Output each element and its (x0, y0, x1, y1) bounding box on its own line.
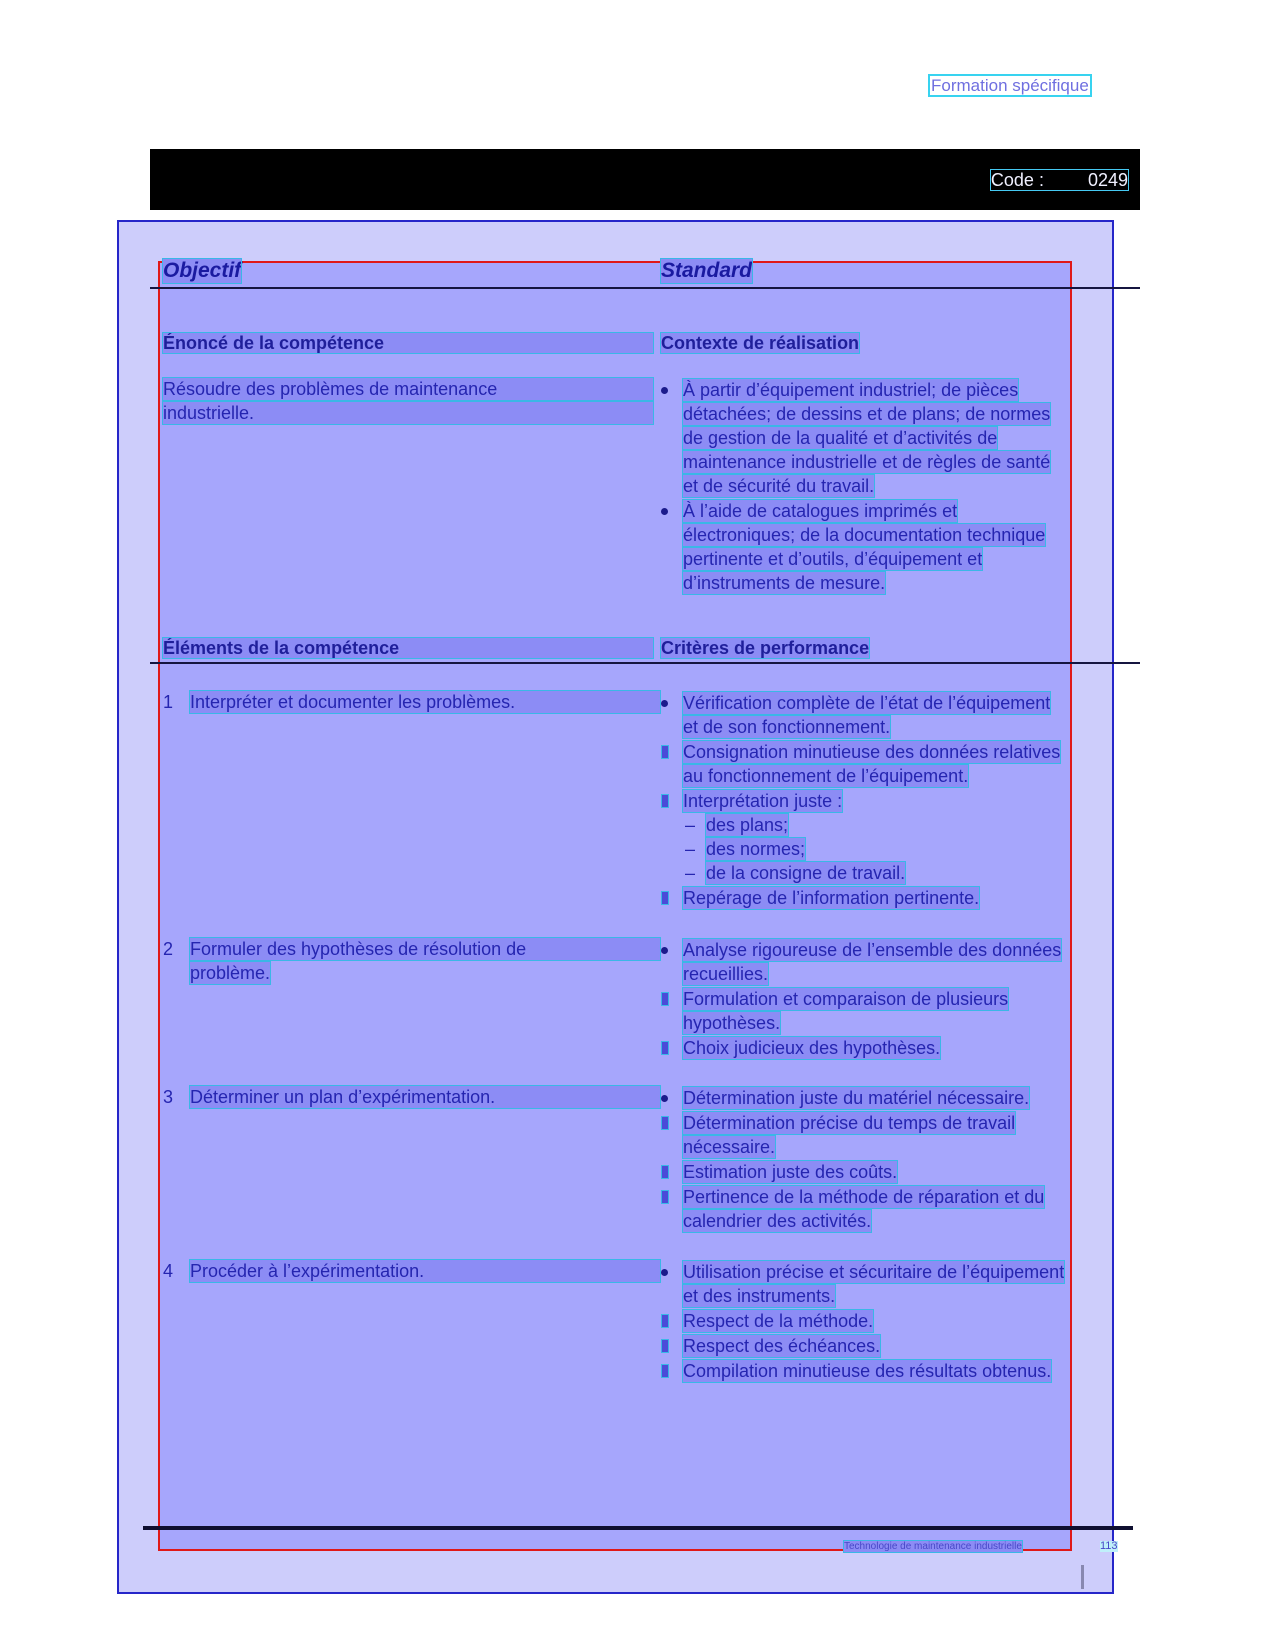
bullet-icon (662, 1191, 668, 1203)
bullet-icon (661, 947, 668, 954)
element-number: 3 (163, 1087, 174, 1107)
element-line: problème. (190, 963, 271, 983)
bullet-icon (661, 508, 668, 515)
criterion-line: Choix judicieux des hypothèses. (683, 1038, 941, 1058)
title-rule (150, 287, 1140, 289)
bullet-icon (661, 700, 668, 707)
bullet-icon (661, 387, 668, 394)
criterion-line: Respect des échéances. (683, 1336, 881, 1356)
bullet-icon (662, 993, 668, 1005)
criterion-line: Vérification complète de l’état de l’équipement (683, 693, 1051, 713)
criterion-line: Estimation juste des coûts. (683, 1162, 898, 1182)
bullet-icon (662, 1365, 668, 1377)
context-item-line: À l’aide de catalogues imprimés et (683, 501, 958, 521)
context-item-line: maintenance industrielle et de règles de santé (683, 452, 1051, 472)
bullet-icon (662, 1340, 668, 1352)
criterion-line: Respect de la méthode. (683, 1311, 874, 1331)
criterion-line: calendrier des activités. (683, 1211, 872, 1231)
bullet-icon (662, 1315, 668, 1327)
objective-column-title: Objectif (163, 259, 242, 282)
dash-icon: – (685, 839, 696, 859)
statement-heading: Énoncé de la compétence (163, 333, 653, 353)
bullet-icon (662, 746, 668, 758)
bullet-icon (662, 892, 668, 904)
criterion-line: au fonctionnement de l’équipement. (683, 766, 969, 786)
bullet-icon (662, 1042, 668, 1054)
bullet-icon (661, 1095, 668, 1102)
statement-line: industrielle. (163, 402, 653, 424)
criterion-line: et de son fonctionnement. (683, 717, 891, 737)
criterion-line: nécessaire. (683, 1137, 776, 1157)
code-bar (150, 149, 1140, 210)
dash-icon: – (685, 863, 696, 883)
element-number: 2 (163, 939, 174, 959)
element-number: 4 (163, 1261, 174, 1281)
element-number: 1 (163, 692, 174, 712)
bullet-icon (662, 1117, 668, 1129)
elements-heading: Éléments de la compétence (163, 638, 653, 658)
context-item-line: détachées; de dessins et de plans; de normes (683, 404, 1051, 424)
context-item-line: électroniques; de la documentation technique (683, 525, 1046, 545)
criterion-line: Interprétation juste : (683, 791, 843, 811)
criterion-line: Détermination juste du matériel nécessaire. (683, 1088, 1030, 1108)
criterion-line: Compilation minutieuse des résultats obtenus. (683, 1361, 1052, 1381)
context-heading: Contexte de réalisation (661, 333, 860, 353)
header-label: Formation spécifique (931, 76, 1089, 95)
page-number: 113 (1100, 1540, 1118, 1552)
elements-rule (150, 662, 1140, 664)
criterion-line: hypothèses. (683, 1013, 781, 1033)
bullet-icon (662, 795, 668, 807)
statement-line: Résoudre des problèmes de maintenance (163, 378, 653, 400)
context-item-line: À partir d’équipement industriel; de pièces (683, 380, 1019, 400)
criterion-line: et des instruments. (683, 1286, 836, 1306)
dash-icon: – (685, 815, 696, 835)
criterion-line: Consignation minutieuse des données relatives (683, 742, 1061, 762)
element-line: Déterminer un plan d’expérimentation. (190, 1086, 660, 1108)
context-item-line: et de sécurité du travail. (683, 476, 875, 496)
criterion-line: recueillies. (683, 964, 769, 984)
code-label: Code : (990, 170, 1044, 190)
criterion-line: Pertinence de la méthode de réparation et du (683, 1187, 1045, 1207)
criterion-line: Détermination précise du temps de travail (683, 1113, 1016, 1133)
criterion-subitem: de la consigne de travail. (706, 863, 906, 883)
criterion-line: Analyse rigoureuse de l’ensemble des données (683, 940, 1062, 960)
performance-heading: Critères de performance (661, 638, 870, 658)
criterion-line: Formulation et comparaison de plusieurs (683, 989, 1009, 1009)
element-line: Procéder à l’expérimentation. (190, 1260, 660, 1282)
context-item-line: pertinente et d’outils, d’équipement et (683, 549, 983, 569)
bullet-icon (661, 1269, 668, 1276)
context-item-line: d’instruments de mesure. (683, 573, 886, 593)
criterion-subitem: des plans; (706, 815, 789, 835)
element-line: Formuler des hypothèses de résolution de (190, 938, 660, 960)
criterion-line: Repérage de l’information pertinente. (683, 888, 980, 908)
footer-title: Technologie de maintenance industrielle (844, 1541, 1022, 1552)
criterion-line: Utilisation précise et sécuritaire de l’équipement (683, 1262, 1065, 1282)
standard-column-title: Standard (661, 259, 753, 282)
context-item-line: de gestion de la qualité et d’activités de (683, 428, 998, 448)
criterion-subitem: des normes; (706, 839, 806, 859)
code-field (991, 170, 1128, 190)
page-marker (1081, 1565, 1084, 1589)
element-line: Interpréter et documenter les problèmes. (190, 691, 660, 713)
footer-rule (143, 1526, 1133, 1530)
bullet-icon (662, 1166, 668, 1178)
code-value: 0249 (1087, 170, 1128, 190)
